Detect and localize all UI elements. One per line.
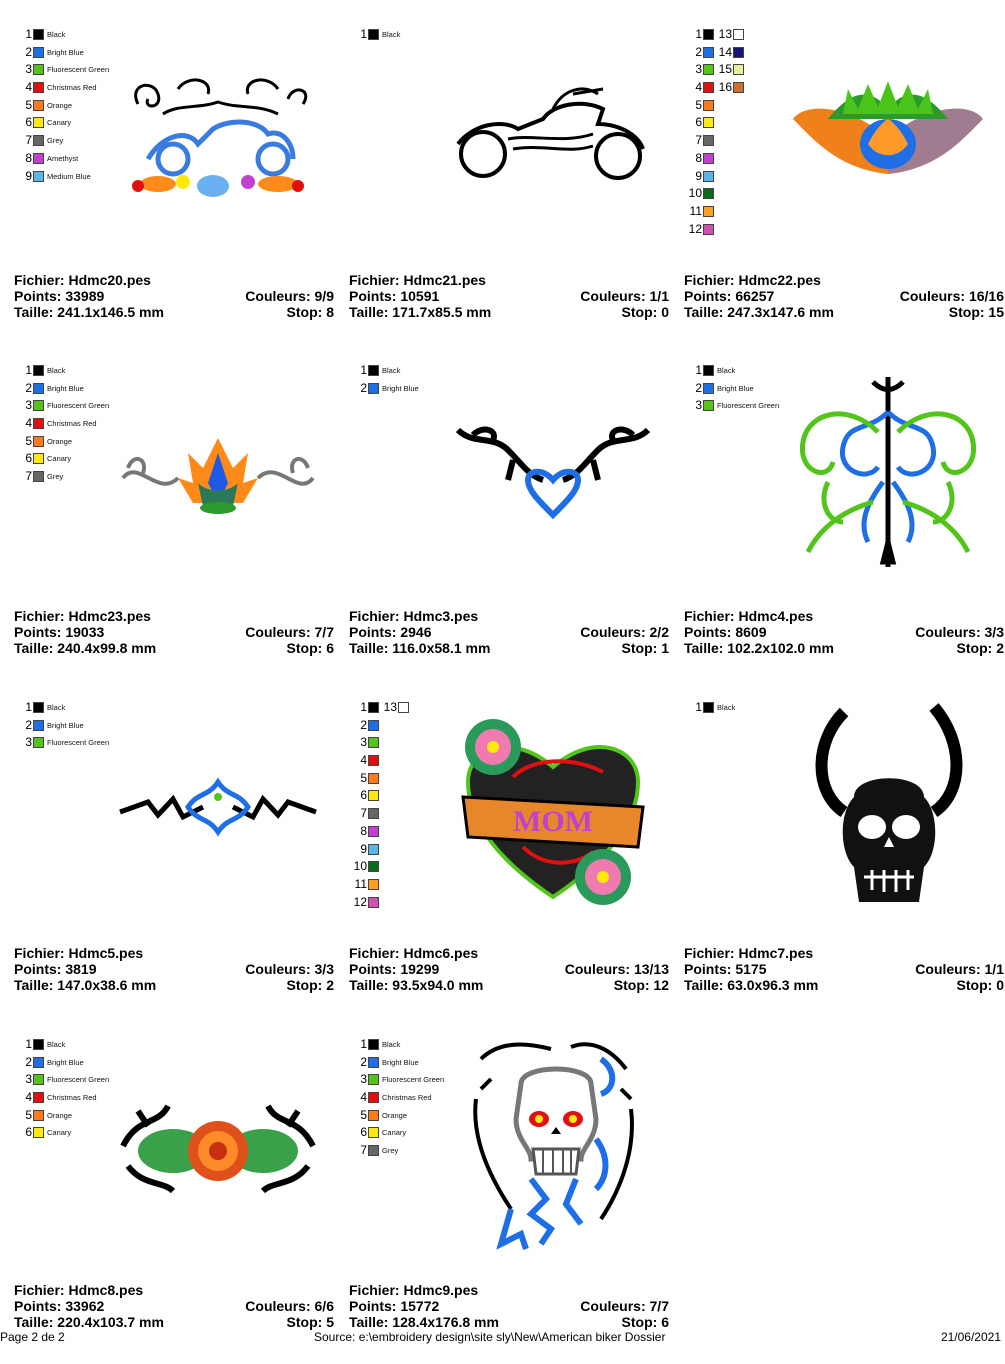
color-number: 6 (25, 1125, 32, 1140)
color-swatch (703, 400, 714, 411)
color-swatch (368, 1039, 379, 1050)
color-swatch (33, 82, 44, 93)
color-name: Black (382, 30, 401, 39)
color-number: 4 (360, 1090, 367, 1105)
design-thumbnail-lotus-vines (118, 428, 318, 518)
color-number: 5 (25, 97, 32, 112)
color-name: Black (47, 1040, 66, 1049)
color-number: 2 (25, 1054, 32, 1069)
color-number: 3 (25, 398, 32, 413)
color-number: 1 (25, 27, 32, 41)
color-swatch (703, 224, 714, 235)
color-swatch (368, 861, 379, 872)
color-swatch (33, 1110, 44, 1121)
color-number: 5 (695, 97, 702, 112)
color-swatch (368, 1110, 379, 1121)
color-swatch (368, 897, 379, 908)
design-thumbnail-rose-tribal (118, 1096, 318, 1196)
color-name: Bright Blue (47, 720, 84, 730)
color-name: Orange (382, 1110, 408, 1120)
color-swatch (703, 153, 714, 164)
color-name: Black (47, 30, 66, 39)
color-name: Orange (47, 100, 73, 110)
color-swatch (368, 383, 379, 394)
color-number: 3 (25, 735, 32, 750)
color-swatch (368, 879, 379, 890)
color-name: Canary (47, 454, 72, 464)
design-thumbnail-tribal-butterfly (788, 372, 988, 572)
color-number: 3 (360, 1072, 367, 1087)
color-name: Black (47, 366, 66, 375)
design-thumbnail-winged-lotus (788, 79, 988, 199)
color-swatch (368, 1145, 379, 1156)
design-size: Taille: 220.4x103.7 mm (14, 1314, 164, 1330)
color-number: 6 (360, 1125, 367, 1140)
color-name: Black (47, 703, 66, 712)
color-number: 15 (718, 62, 732, 77)
color-count: Couleurs: 16/16 (899, 288, 1004, 304)
design-card-hdmc7 (684, 697, 1005, 1027)
color-swatch (33, 117, 44, 128)
design-card-hdmc3 (349, 360, 674, 690)
design-size: Taille: 240.4x99.8 mm (14, 640, 157, 656)
color-name: Orange (47, 436, 73, 446)
color-swatch (33, 453, 44, 464)
color-swatch (33, 153, 44, 164)
color-number: 4 (25, 80, 32, 95)
design-size: Taille: 93.5x94.0 mm (349, 977, 484, 993)
color-number: 3 (695, 398, 702, 413)
color-number: 11 (689, 203, 702, 218)
file-name: Fichier: Hdmc4.pes (684, 608, 814, 624)
file-name: Fichier: Hdmc6.pes (349, 945, 479, 961)
color-swatch (33, 400, 44, 411)
color-swatch (33, 737, 44, 748)
points-count: Points: 3819 (14, 961, 97, 977)
color-swatch (703, 188, 714, 199)
color-count: Couleurs: 9/9 (245, 288, 334, 304)
color-name: Black (717, 366, 736, 375)
color-swatch (33, 1039, 44, 1050)
color-swatch (368, 1074, 379, 1085)
color-number: 2 (695, 380, 702, 395)
design-thumbnail-tribal-heart (453, 420, 653, 520)
points-count: Points: 5175 (684, 961, 767, 977)
color-name: Bright Blue (47, 383, 84, 393)
color-number: 4 (695, 80, 702, 95)
color-number: 13 (383, 700, 397, 714)
color-number: 3 (25, 62, 32, 77)
color-number: 16 (718, 80, 732, 95)
color-swatch (368, 365, 379, 376)
color-name: Bright Blue (382, 383, 419, 393)
color-number: 1 (360, 700, 367, 714)
design-card-hdmc23 (14, 360, 339, 690)
stop-count: Stop: 2 (956, 640, 1004, 656)
file-name: Fichier: Hdmc20.pes (14, 272, 151, 288)
color-swatch (368, 702, 379, 713)
color-name: Bright Blue (382, 1057, 419, 1067)
color-swatch (33, 436, 44, 447)
design-thumbnail-horned-skull (814, 702, 964, 917)
color-number: 9 (695, 168, 702, 183)
stop-count: Stop: 2 (286, 977, 334, 993)
color-name: Grey (47, 472, 64, 482)
points-count: Points: 33989 (14, 288, 105, 304)
points-count: Points: 10591 (349, 288, 440, 304)
color-number: 1 (695, 27, 702, 41)
file-name: Fichier: Hdmc9.pes (349, 1282, 479, 1298)
color-number: 1 (695, 363, 702, 377)
design-size: Taille: 147.0x38.6 mm (14, 977, 157, 993)
color-swatch (368, 29, 379, 40)
color-number: 4 (25, 416, 32, 431)
color-count: Couleurs: 13/13 (564, 961, 669, 977)
points-count: Points: 66257 (684, 288, 775, 304)
design-size: Taille: 247.3x147.6 mm (684, 304, 834, 320)
color-swatch (368, 826, 379, 837)
stop-count: Stop: 15 (948, 304, 1004, 320)
color-swatch (33, 418, 44, 429)
color-number: 5 (25, 433, 32, 448)
color-name: Christmas Red (47, 83, 97, 93)
color-swatch (733, 47, 744, 58)
color-number: 3 (695, 62, 702, 77)
color-number: 7 (360, 806, 367, 821)
color-swatch (703, 171, 714, 182)
color-number: 12 (353, 894, 367, 909)
color-number: 1 (25, 700, 32, 714)
flower-bottom (575, 849, 631, 905)
points-count: Points: 19299 (349, 961, 440, 977)
color-name: Bright Blue (47, 47, 84, 57)
color-name: Grey (382, 1146, 399, 1156)
color-number: 6 (25, 115, 32, 130)
color-name: Bright Blue (717, 383, 754, 393)
color-number: 2 (360, 380, 367, 395)
color-swatch (368, 720, 379, 731)
color-number: 6 (360, 788, 367, 803)
color-number: 3 (25, 1072, 32, 1087)
design-card-hdmc22 (684, 24, 1005, 354)
color-swatch (33, 471, 44, 482)
color-swatch (368, 1057, 379, 1068)
color-number: 6 (695, 115, 702, 130)
color-number: 10 (688, 186, 702, 201)
color-swatch (33, 64, 44, 75)
design-size: Taille: 63.0x96.3 mm (684, 977, 819, 993)
color-swatch (368, 1127, 379, 1138)
color-count: Couleurs: 3/3 (915, 624, 1004, 640)
design-size: Taille: 116.0x58.1 mm (349, 640, 491, 656)
color-swatch (33, 1074, 44, 1085)
color-name: Fluorescent Green (47, 738, 110, 748)
stop-count: Stop: 5 (286, 1314, 334, 1330)
color-number: 8 (695, 150, 702, 165)
color-number: 2 (360, 717, 367, 732)
color-number: 2 (360, 1054, 367, 1069)
stop-count: Stop: 6 (621, 1314, 669, 1330)
color-swatch (398, 702, 409, 713)
color-swatch (703, 47, 714, 58)
color-number: 11 (354, 876, 367, 891)
color-count: Couleurs: 2/2 (580, 624, 669, 640)
color-name: Black (382, 366, 401, 375)
color-swatch (703, 29, 714, 40)
stop-count: Stop: 0 (621, 304, 669, 320)
color-number: 1 (25, 1037, 32, 1051)
color-count: Couleurs: 7/7 (245, 624, 334, 640)
color-swatch (703, 100, 714, 111)
color-number: 10 (353, 859, 367, 874)
file-name: Fichier: Hdmc8.pes (14, 1282, 144, 1298)
design-thumbnail-mom-heart (453, 707, 653, 907)
color-number: 1 (25, 363, 32, 377)
points-count: Points: 19033 (14, 624, 105, 640)
stop-count: Stop: 8 (286, 304, 334, 320)
points-count: Points: 8609 (684, 624, 767, 640)
color-number: 4 (25, 1090, 32, 1105)
color-swatch (368, 773, 379, 784)
print-date: 21/06/2021 (940, 1330, 1001, 1344)
color-number: 7 (25, 133, 32, 148)
design-thumbnail-tribal-motorcycle (453, 84, 653, 184)
color-number: 9 (360, 841, 367, 856)
design-size: Taille: 171.7x85.5 mm (349, 304, 492, 320)
color-number: 2 (25, 380, 32, 395)
color-swatch (33, 47, 44, 58)
file-name: Fichier: Hdmc3.pes (349, 608, 479, 624)
color-name: Canary (47, 118, 72, 128)
color-name: Black (717, 703, 736, 712)
design-card-hdmc4 (684, 360, 1005, 690)
color-number: 5 (360, 1107, 367, 1122)
design-size: Taille: 128.4x176.8 mm (349, 1314, 499, 1330)
color-number: 1 (360, 27, 367, 41)
color-name: Amethyst (47, 153, 79, 163)
color-swatch (33, 1092, 44, 1103)
color-name: Canary (382, 1128, 407, 1138)
color-swatch (703, 702, 714, 713)
color-number: 12 (688, 221, 702, 236)
color-number: 13 (718, 27, 732, 41)
color-swatch (368, 1092, 379, 1103)
color-number: 7 (360, 1143, 367, 1158)
file-name: Fichier: Hdmc23.pes (14, 608, 151, 624)
color-name: Fluorescent Green (47, 401, 110, 411)
stop-count: Stop: 6 (286, 640, 334, 656)
file-name: Fichier: Hdmc7.pes (684, 945, 814, 961)
color-count: Couleurs: 7/7 (580, 1298, 669, 1314)
page-number: Page 2 de 2 (0, 1330, 65, 1344)
design-card-hdmc5 (14, 697, 339, 1027)
color-swatch (703, 117, 714, 128)
file-name: Fichier: Hdmc22.pes (684, 272, 821, 288)
color-count: Couleurs: 1/1 (915, 961, 1004, 977)
points-count: Points: 33962 (14, 1298, 105, 1314)
color-name: Medium Blue (47, 171, 91, 181)
color-number: 8 (25, 150, 32, 165)
color-swatch (733, 29, 744, 40)
color-name: Black (382, 1040, 401, 1049)
color-swatch (703, 206, 714, 217)
design-size: Taille: 102.2x102.0 mm (684, 640, 834, 656)
design-size: Taille: 241.1x146.5 mm (14, 304, 164, 320)
color-number: 2 (695, 44, 702, 59)
color-swatch (703, 383, 714, 394)
color-number: 5 (360, 770, 367, 785)
design-card-hdmc6 (349, 697, 674, 1027)
color-swatch (33, 383, 44, 394)
color-swatch (703, 64, 714, 75)
design-thumbnail-tribal-band (118, 777, 318, 837)
color-swatch (33, 720, 44, 731)
color-number: 2 (25, 717, 32, 732)
color-swatch (703, 365, 714, 376)
color-name: Fluorescent Green (47, 1075, 110, 1085)
design-card-hdmc21 (349, 24, 674, 354)
color-number: 1 (695, 700, 702, 714)
color-count: Couleurs: 6/6 (245, 1298, 334, 1314)
color-swatch (733, 82, 744, 93)
design-thumbnail-motorcycle-vines (118, 74, 318, 199)
points-count: Points: 2946 (349, 624, 432, 640)
color-swatch (33, 702, 44, 713)
color-swatch (703, 82, 714, 93)
color-number: 5 (25, 1107, 32, 1122)
color-number: 2 (25, 44, 32, 59)
color-swatch (368, 808, 379, 819)
color-number: 14 (718, 44, 732, 59)
color-number: 3 (360, 735, 367, 750)
color-swatch (33, 171, 44, 182)
color-number: 7 (695, 133, 702, 148)
stop-count: Stop: 0 (956, 977, 1004, 993)
design-card-hdmc20 (14, 24, 339, 354)
color-swatch (368, 790, 379, 801)
color-name: Christmas Red (382, 1093, 432, 1103)
color-number: 1 (360, 1037, 367, 1051)
file-name: Fichier: Hdmc21.pes (349, 272, 486, 288)
color-number: 7 (25, 469, 32, 484)
color-number: 1 (360, 363, 367, 377)
color-number: 6 (25, 451, 32, 466)
file-name: Fichier: Hdmc5.pes (14, 945, 144, 961)
design-card-hdmc9 (349, 1034, 674, 1364)
color-name: Grey (47, 136, 64, 146)
color-name: Fluorescent Green (717, 401, 780, 411)
color-name: Canary (47, 1128, 72, 1138)
design-card-hdmc8 (14, 1034, 339, 1364)
color-count: Couleurs: 1/1 (580, 288, 669, 304)
color-number: 4 (360, 753, 367, 768)
color-swatch (33, 365, 44, 376)
color-name: Fluorescent Green (382, 1075, 445, 1085)
color-swatch (368, 844, 379, 855)
color-swatch (33, 29, 44, 40)
color-name: Orange (47, 1110, 73, 1120)
color-swatch (368, 755, 379, 766)
color-swatch (33, 1057, 44, 1068)
color-name: Christmas Red (47, 419, 97, 429)
color-count: Couleurs: 3/3 (245, 961, 334, 977)
color-number: 9 (25, 168, 32, 183)
color-swatch (33, 1127, 44, 1138)
source-path: Source: e:\embroidery design\site sly\New\American biker Dossier (314, 1330, 666, 1344)
stop-count: Stop: 12 (613, 977, 669, 993)
color-swatch (368, 737, 379, 748)
design-thumbnail-flaming-skull (471, 1039, 636, 1254)
flower-top (465, 719, 521, 775)
color-swatch (703, 135, 714, 146)
color-swatch (733, 64, 744, 75)
color-name: Christmas Red (47, 1093, 97, 1103)
color-number: 8 (360, 823, 367, 838)
color-swatch (33, 135, 44, 146)
color-swatch (33, 100, 44, 111)
color-name: Fluorescent Green (47, 65, 110, 75)
stop-count: Stop: 1 (621, 640, 669, 656)
color-name: Bright Blue (47, 1057, 84, 1067)
mom-text: MOM (513, 805, 593, 838)
points-count: Points: 15772 (349, 1298, 440, 1314)
